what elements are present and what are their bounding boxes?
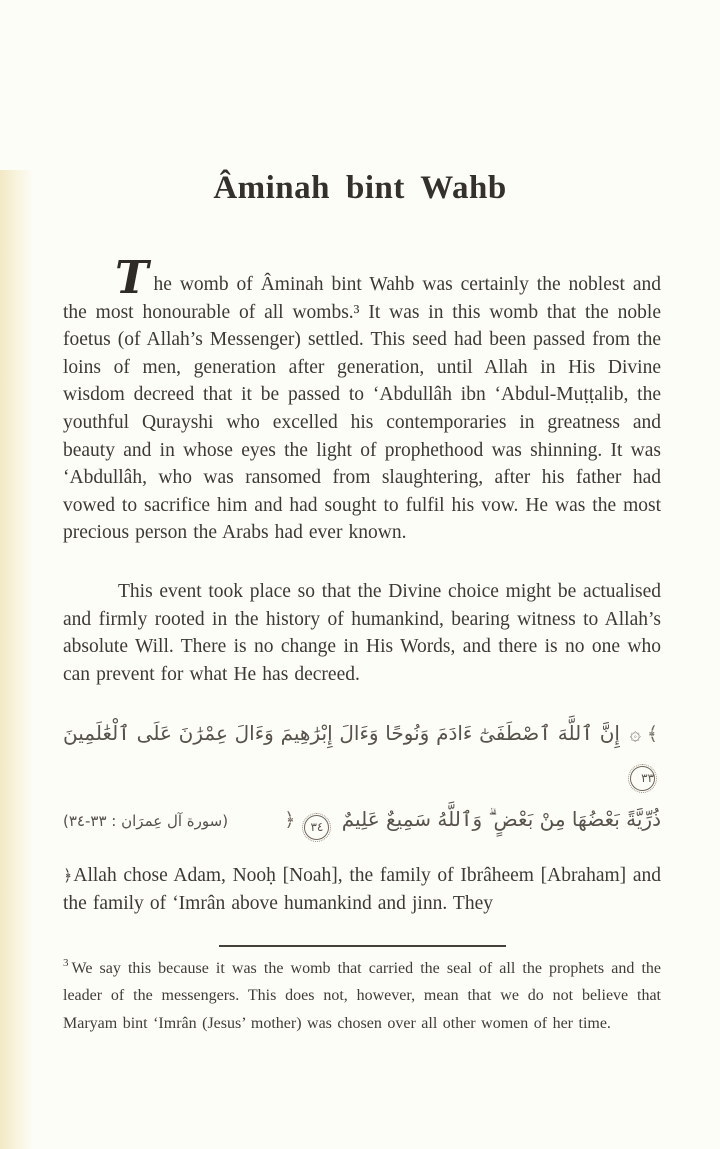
paragraph-1 <box>63 251 661 547</box>
quran-verse-line-1 <box>63 715 661 791</box>
quran-translation <box>63 862 661 917</box>
ayah-34-segment <box>281 801 661 840</box>
book-page <box>0 170 720 1149</box>
ayah-33-text: إِنَّ ٱللَّهَ ٱصْطَفَىٰٓ ءَادَمَ وَنُوحًا وَءَالَ إِبْرَٰهِيمَ وَءَالَ عِمْرَٰنَ عَلَى ٱلْعَٰلَمِينَ <box>63 721 620 746</box>
page-edge-shadow <box>0 170 34 1149</box>
ayah-34-text: ذُرِّيَّةً بَعْضُهَا مِنْ بَعْضٍ ۗ وَٱللَّهُ سَمِيعٌ عَلِيمٌ <box>341 807 661 832</box>
paragraph-1-text: he womb of Âminah bint Wahb was certainly the noblest and the most honourable of all wombs.³ It was in this womb that the noble foetus (of Allah’s Messenger) settled. This seed had been passed from the loins of men, generation after generation, until Allah in His Divine wisdom decreed that it be passed to ‘Abdullâh ibn ‘Abdul-Muṭṭalib, the youthful Qurayshi who excelled his contemporaries in greatness and beauty and in whose eyes the light of prophethood was shinning. It was ‘Abdullâh, who was ransomed from slaughtering, after his father had vowed to sacrifice him and had sought to fulfil his vow. He was the most precious person the Arabs had ever known. <box>63 274 661 544</box>
surah-reference: (سورة آل عِمرَان : ٣٣-٣٤) <box>63 812 229 831</box>
ayah-33-number-badge: ٣٣ <box>630 766 655 791</box>
ayah-34-number-badge: ٣٤ <box>304 815 329 840</box>
quran-translation-text: Allah chose Adam, Nooḥ [Noah], the family of Ibrâheem [Abraham] and the family of ‘Imrân above humankind and jinn. They <box>63 865 661 914</box>
footnote-marker: 3 <box>63 957 69 970</box>
footnote-divider <box>219 945 506 947</box>
quote-open-ornament-icon: ﴾ <box>646 723 658 746</box>
quran-verse-line-2 <box>63 801 661 840</box>
footnote-body: We say this because it was the womb that carried the seal of all the prophets and the leader of the messengers. This does not, however, mean that we do not believe that Maryam bint ‘Imrân (Jesus’ mother) was chosen over all other women of her time. <box>63 959 661 1032</box>
translation-open-quote-icon: ﴿ <box>63 866 73 886</box>
rub-el-hizb-icon: ۞ <box>629 723 641 746</box>
quran-verse-block <box>63 715 661 840</box>
page-content <box>63 251 661 1037</box>
paragraph-2: This event took place so that the Divine choice might be actualised and firmly rooted in the history of humankind, bearing witness to Allah’s absolute Will. There is no change in His Words, and there is no one who can prevent for what He has decreed. <box>63 580 661 685</box>
drop-cap-letter: T <box>115 251 149 304</box>
quote-close-ornament-icon: ﴿ <box>284 809 296 832</box>
chapter-title: Âminah bint Wahb <box>213 170 507 206</box>
footnote-text <box>63 955 661 1038</box>
